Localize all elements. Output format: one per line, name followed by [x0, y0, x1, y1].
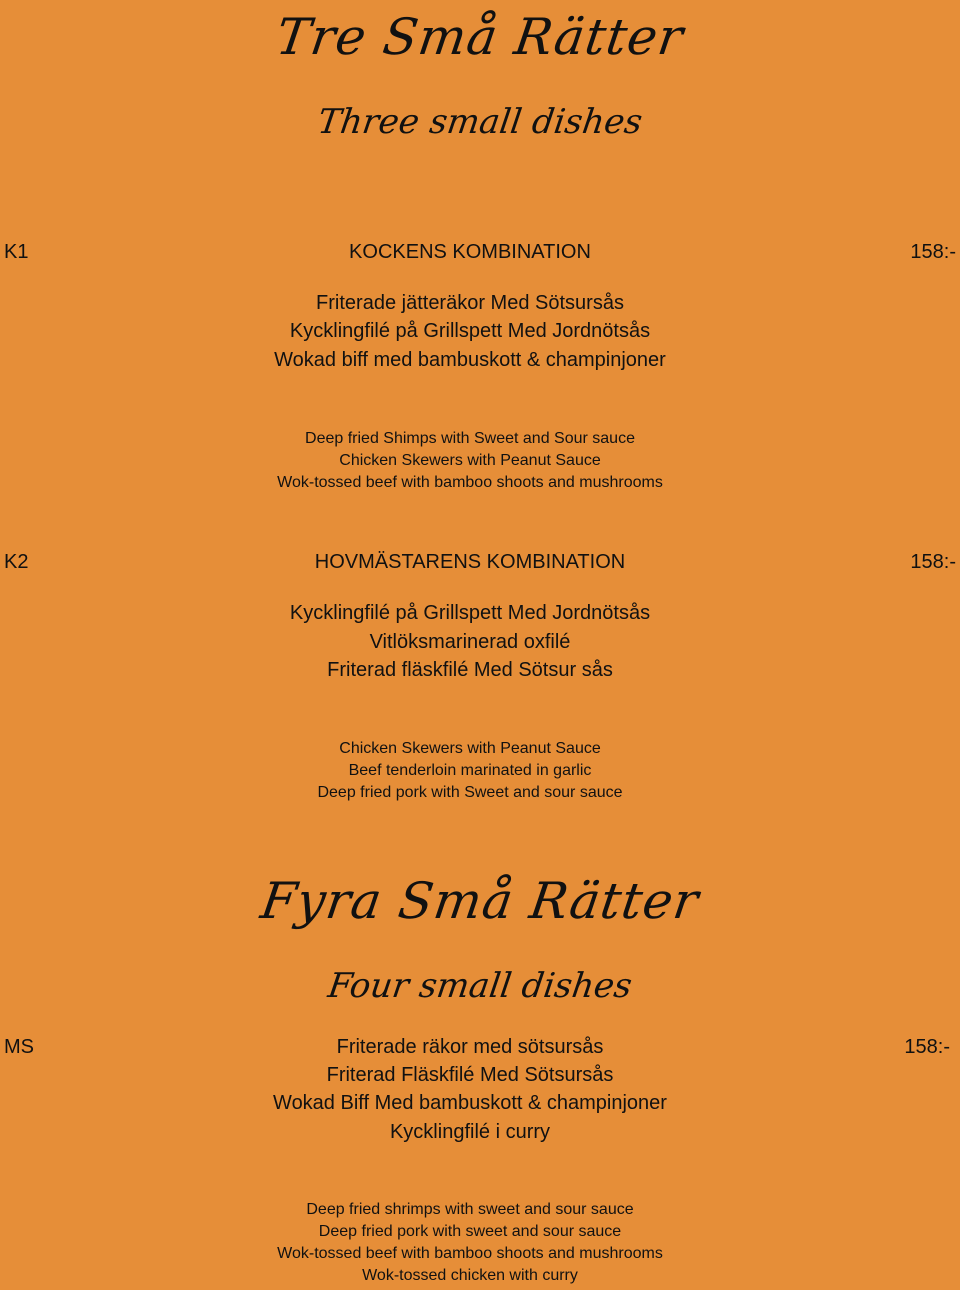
- item-price-k1: 158:-: [910, 241, 956, 263]
- k2-swedish-line-2: Vitlöksmarinerad oxfilé: [369, 631, 571, 653]
- ms-swedish-line-2: Friterad Fläskfilé Med Sötsursås: [326, 1064, 614, 1086]
- item-name-k1: KOCKENS KOMBINATION: [349, 241, 591, 263]
- ms-english-line-4: Wok-tossed chicken with curry: [362, 1267, 578, 1284]
- ms-swedish-line-1: Friterade räkor med sötsursås: [336, 1036, 604, 1058]
- section-subtitle-four-small-dishes: Four small dishes: [325, 966, 635, 1006]
- ms-english-line-2: Deep fried pork with sweet and sour sauce: [318, 1223, 622, 1240]
- ms-swedish-line-4: Kycklingfilé i curry: [389, 1121, 551, 1143]
- item-name-k2: HOVMÄSTARENS KOMBINATION: [314, 551, 626, 573]
- k1-swedish-line-3: Wokad biff med bambuskott & champinjoner: [274, 349, 666, 371]
- ms-english-line-1: Deep fried shrimps with sweet and sour sauce: [306, 1201, 634, 1218]
- section-title-fyra-sma-ratter: Fyra Små Rätter: [257, 872, 703, 930]
- k1-english-line-1: Deep fried Shimps with Sweet and Sour sauce: [305, 430, 635, 447]
- ms-english-line-3: Wok-tossed beef with bamboo shoots and mushrooms: [277, 1245, 663, 1262]
- k2-swedish-line-3: Friterad fläskfilé Med Sötsur sås: [327, 659, 613, 681]
- item-price-k2: 158:-: [910, 551, 956, 573]
- k1-swedish-line-2: Kycklingfilé på Grillspett Med Jordnötsås: [289, 320, 651, 342]
- item-code-k1: K1: [4, 241, 29, 263]
- item-code-k2: K2: [4, 551, 29, 573]
- ms-swedish-line-3: Wokad Biff Med bambuskott & champinjoner: [273, 1092, 667, 1114]
- k2-english-line-3: Deep fried pork with Sweet and sour sauce: [317, 784, 623, 801]
- k2-english-line-2: Beef tenderloin marinated in garlic: [348, 762, 592, 779]
- section-subtitle-three-small-dishes: Three small dishes: [315, 102, 645, 142]
- k1-english-line-2: Chicken Skewers with Peanut Sauce: [339, 452, 601, 469]
- k1-swedish-line-1: Friterade jätteräkor Med Sötsursås: [316, 292, 624, 314]
- k1-english-line-3: Wok-tossed beef with bamboo shoots and mushrooms: [277, 474, 663, 491]
- item-code-ms: MS: [4, 1036, 34, 1058]
- k2-english-line-1: Chicken Skewers with Peanut Sauce: [339, 740, 601, 757]
- k2-swedish-line-1: Kycklingfilé på Grillspett Med Jordnötsås: [289, 602, 651, 624]
- section-title-tre-sma-ratter: Tre Små Rätter: [272, 8, 688, 66]
- item-price-ms: 158:-: [904, 1036, 950, 1058]
